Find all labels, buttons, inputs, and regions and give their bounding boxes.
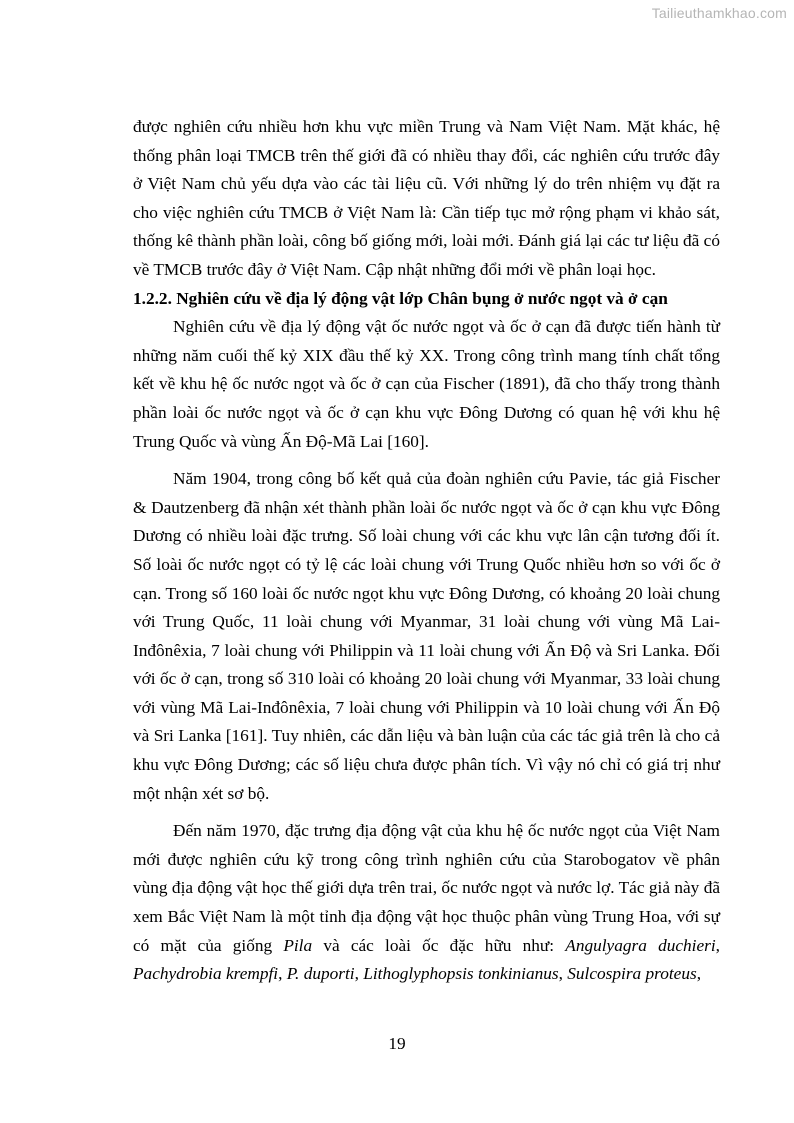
page-number: 19: [388, 1034, 406, 1053]
text-run: ,: [278, 964, 287, 984]
text-run: Đến năm 1970, đặc trưng địa động vật của khu hệ ốc nước ngọt của Việt Nam mới được nghiên cứu kỹ trong công trình nghiên cứu của Starobogatov về phân vùng địa động vật học thế giới dựa trên trai, ốc nước ngọt và nước lợ. Tác giả này đã xem Bắc Việt Nam là một tỉnh địa động vật học thuộc phân vùng Trung Hoa, với sự có mặt của giống: [133, 821, 720, 955]
taxon-name: Pila: [283, 935, 313, 955]
taxon-name: P. duporti: [286, 964, 355, 984]
text-run: và các loài ốc đặc hữu như:: [312, 935, 566, 955]
paragraph-1904-pavie: Năm 1904, trong công bố kết quả của đoàn nghiên cứu Pavie, tác giả Fischer & Dautzenberg đã nhận xét thành phần loài ốc nước ngọt và ốc ở cạn khu vực Đông Dương có nhiều loài đặc trưng. Số loài chung với các khu vực lân cận tương đối ít. Số loài ốc nước ngọt có tỷ lệ các loài chung với Trung Quốc nhiều hơn so với ốc ở cạn. Trong số 160 loài ốc nước ngọt khu vực Đông Dương, có khoảng 20 loài chung với Trung Quốc, 11 loài chung với Myanmar, 31 loài chung với vùng Mã Lai-Inđônêxia, 7 loài chung với Philippin và 11 loài chung với Ấn Độ và Sri Lanka. Đối với ốc ở cạn, trong số 310 loài có khoảng 20 loài chung với Myanmar, 33 loài chung với vùng Mã Lai-Inđônêxia, 7 loài chung với Philippin và 10 loài chung với Ấn Độ và Sri Lanka [161]. Tuy nhiên, các dẫn liệu và bàn luận của các tác giả trên là cho cả khu vực Đông Dương; các số liệu chưa được phân tích. Vì vậy nó chỉ có giá trị như một nhận xét sơ bộ.: [133, 469, 720, 803]
text-run: ,: [696, 964, 702, 984]
paragraph-1970-starobogatov: [133, 817, 720, 989]
taxon-name: Sulcospira proteus: [567, 964, 697, 984]
text-run: ,: [558, 964, 568, 984]
text-run: ,: [715, 935, 720, 955]
taxon-name: Lithoglyphopsis tonkinianus: [363, 964, 559, 984]
watermark: Tailieuthamkhao.com: [651, 5, 787, 21]
paragraph-fischer-1891: Nghiên cứu về địa lý động vật ốc nước ngọt và ốc ở cạn đã được tiến hành từ những năm cuối thế kỷ XIX đầu thế kỷ XX. Trong công trình mang tính chất tổng kết về khu hệ ốc nước ngọt và ốc ở cạn của Fischer (1891), đã cho thấy trong thành phần loài ốc nước ngọt và ốc ở cạn khu vực Đông Dương có quan hệ với khu hệ Trung Quốc và vùng Ấn Độ-Mã Lai [160].: [133, 317, 720, 451]
document-body: [133, 113, 720, 989]
section-heading: 1.2.2. Nghiên cứu về địa lý động vật lớp Chân bụng ở nước ngọt và ở cạn: [133, 288, 668, 308]
taxon-name: Pachydrobia krempfi: [133, 964, 279, 984]
text-run: ,: [354, 964, 364, 984]
taxon-name: Angulyagra duchieri: [565, 935, 716, 955]
paragraph-continuation: được nghiên cứu nhiều hơn khu vực miền Trung và Nam Việt Nam. Mặt khác, hệ thống phân loại TMCB trên thế giới đã có nhiều thay đổi, các nghiên cứu trước đây ở Việt Nam chủ yếu dựa vào các tài liệu cũ. Với những lý do trên nhiệm vụ đặt ra cho việc nghiên cứu TMCB ở Việt Nam là: Cần tiếp tục mở rộng phạm vi khảo sát, thống kê thành phần loài, công bố giống mới, loài mới. Đánh giá lại các tư liệu đã có về TMCB trước đây ở Việt Nam. Cập nhật những đổi mới về phân loại học.: [133, 117, 720, 279]
